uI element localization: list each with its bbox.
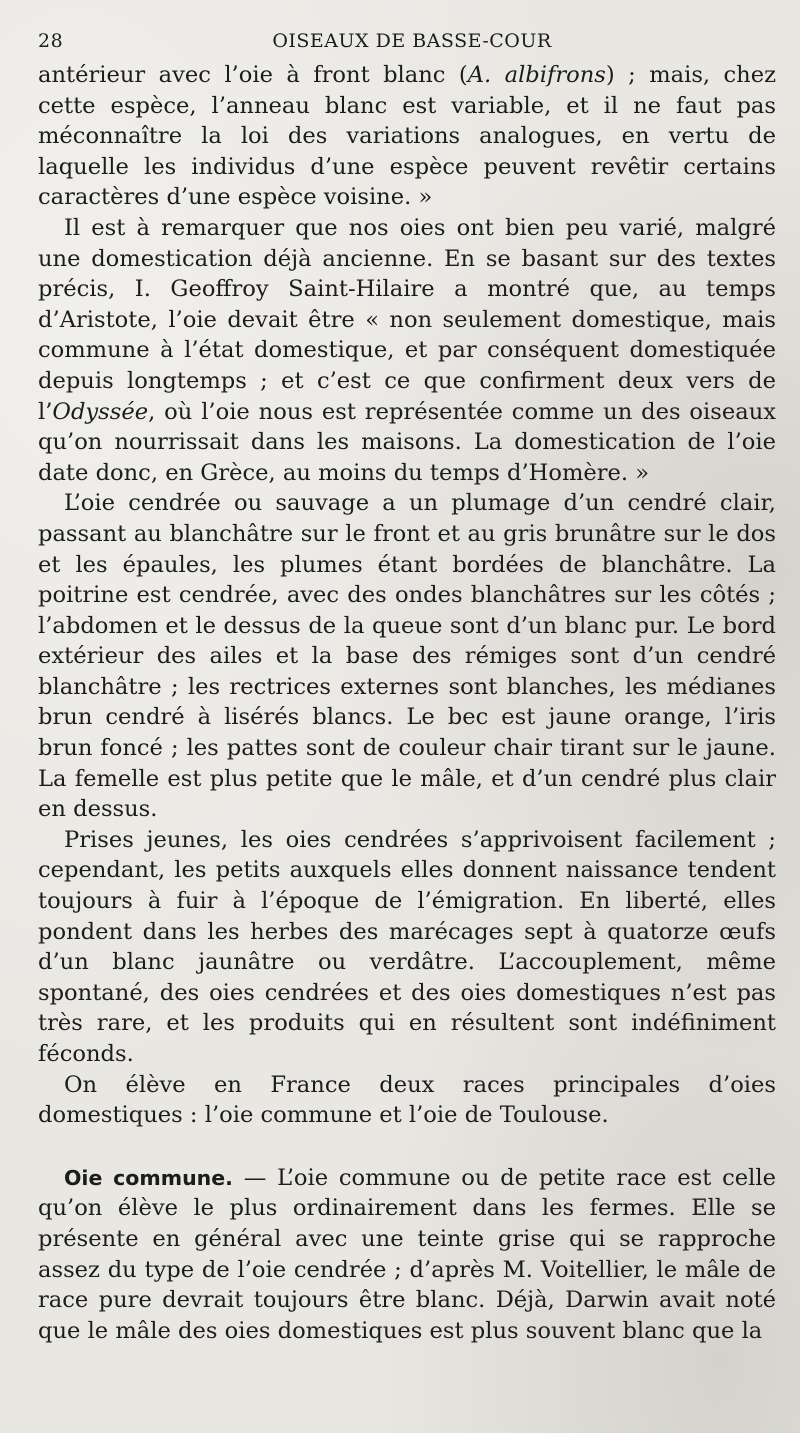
paragraph: Prises jeunes, les oies cendrées s’apprivoisent facilement ; cependant, les petits auxquels elles donnent naissance tendent toujours à fuir à l’époque de l’émigration. En liberté, elles pondent dans les herbes des marécages sept à quatorze œufs d’un blanc jaunâtre ou verdâtre. L’accouplement, même spontané, des oies cendrées et des oies domestiques n’est pas très rare, et les produits qui en résultent sont indéfiniment féconds. bbox=[38, 826, 776, 1067]
page-number: 28 bbox=[38, 30, 64, 52]
paragraph: On élève en France deux races principales d’oies domestiques : l’oie commune et l’oie de Toulouse. bbox=[38, 1071, 776, 1129]
paragraph: antérieur avec l’oie à front blanc (A. albifrons) ; mais, chez cette espèce, l’anneau blanc est variable, et il ne faut pas méconnaître la loi des variations analogues, en vertu de laquelle les individus d’une espèce peuvent revêtir certains caractères d’une espèce voisine. » bbox=[38, 62, 776, 211]
section-gap bbox=[38, 1131, 776, 1163]
work-title: Odyssée bbox=[52, 398, 149, 425]
section-heading: Oie commune. bbox=[64, 1165, 233, 1190]
book-page bbox=[38, 30, 776, 1346]
paragraph: Oie commune. — L’oie commune ou de petite race est celle qu’on élève le plus ordinairement dans les fermes. Elle se présente en général avec une teinte grise qui se rapproche assez du type de l’oie cendrée ; d’après M. Voitellier, le mâle de race pure devrait toujours être blanc. Déjà, Darwin avait noté que le mâle des oies domestiques est plus souvent blanc que la bbox=[38, 1164, 776, 1344]
paragraph: Il est à remarquer que nos oies ont bien peu varié, malgré une domestication déjà ancienne. En se basant sur des textes précis, I. Geoffroy Saint-Hilaire a montré que, au temps d’Aristote, l’oie devait être « non seulement domestique, mais commune à l’état domestique, et par conséquent domestiquée depuis longtemps ; et c’est ce que confirment deux vers de l’Odyssée, où l’oie nous est représentée comme un des oiseaux qu’on nourrissait dans les maisons. La domestication de l’oie date donc, en Grèce, au moins du temps d’Homère. » bbox=[38, 214, 776, 486]
running-title: OISEAUX DE BASSE-COUR bbox=[272, 30, 552, 52]
running-head bbox=[38, 30, 776, 60]
species-name: A. albifrons bbox=[467, 62, 606, 88]
paragraph: L’oie cendrée ou sauvage a un plumage d’un cendré clair, passant au blanchâtre sur le front et au gris brunâtre sur le dos et les épaules, les plumes étant bordées de blanchâtre. La poitrine est cendrée, avec des ondes blanchâtres sur les côtés ; l’abdomen et le dessus de la queue sont d’un blanc pur. Le bord extérieur des ailes et la base des rémiges sont d’un cendré blanchâtre ; les rectrices externes sont blanches, les médianes brun cendré à lisérés blancs. Le bec est jaune orange, l’iris brun foncé ; les pattes sont de couleur chair tirant sur le jaune. La femelle est plus petite que le mâle, et d’un cendré plus clair en dessus. bbox=[38, 490, 776, 823]
body-text bbox=[38, 60, 776, 1346]
